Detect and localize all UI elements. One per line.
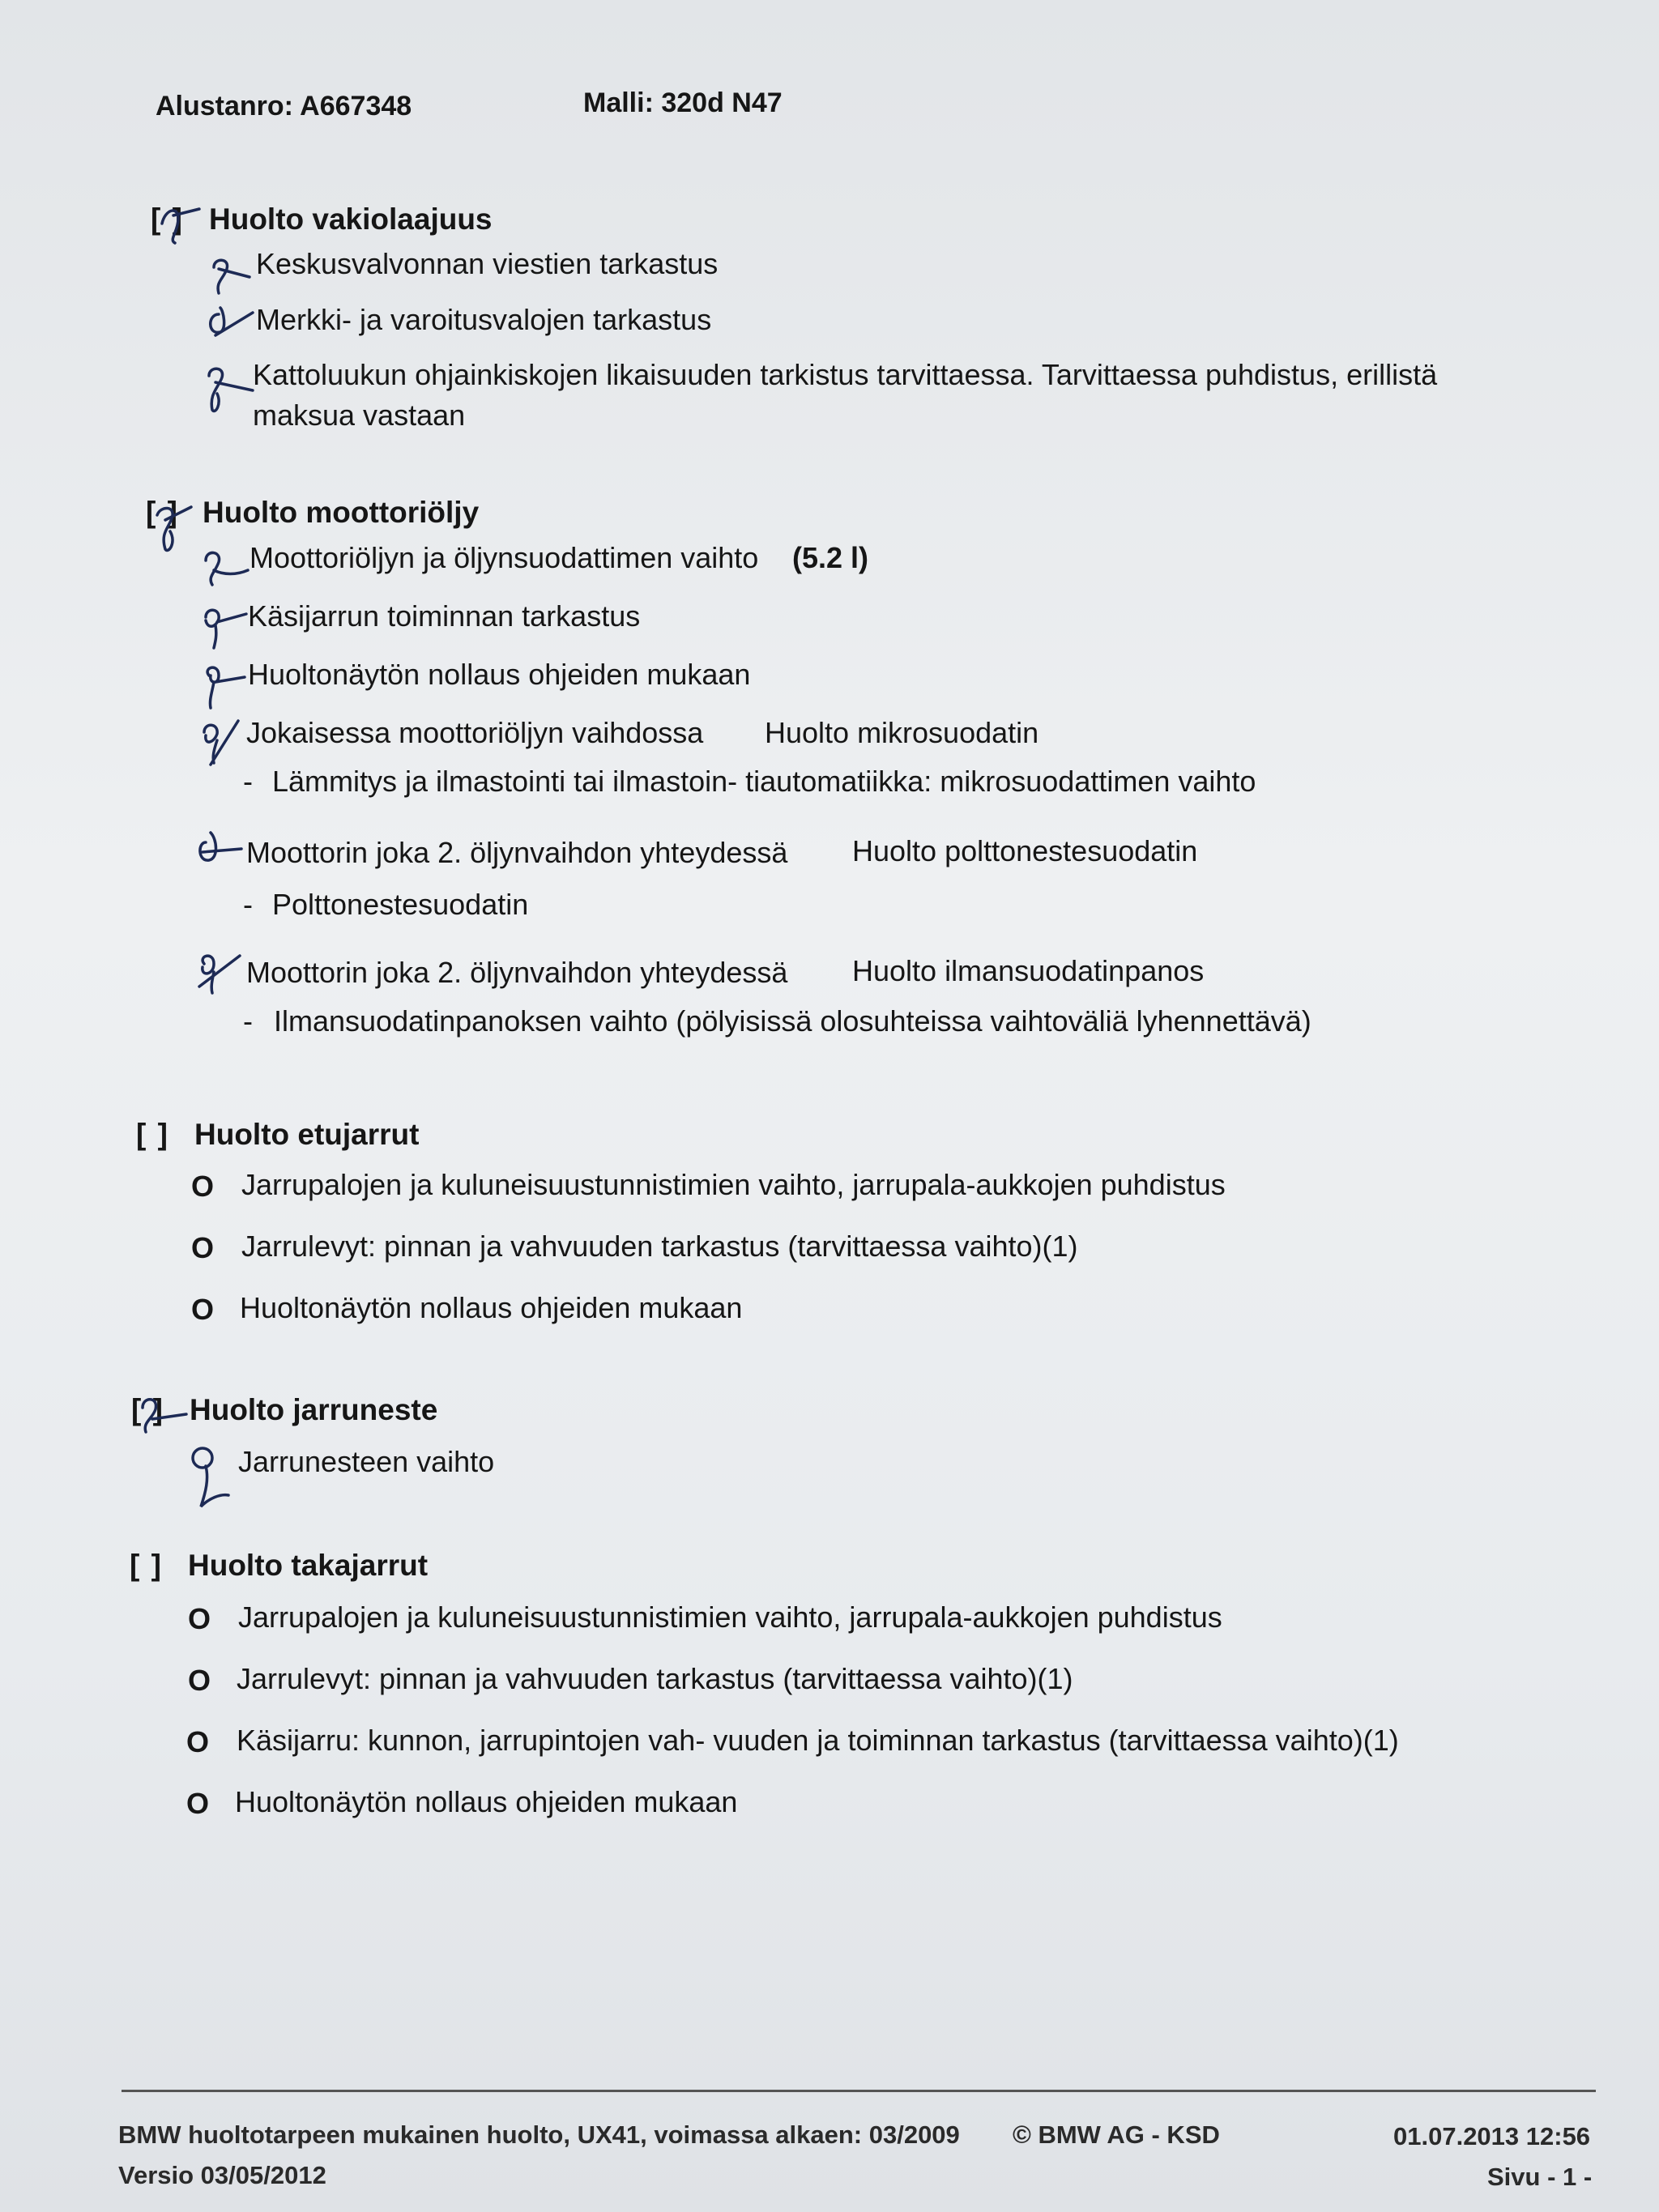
list-item: Merkki- ja varoitusvalojen tarkastus: [256, 303, 712, 336]
list-item: Huoltonäytön nollaus ohjeiden mukaan: [235, 1785, 738, 1818]
section-title: Huolto jarruneste: [190, 1393, 438, 1426]
footer-divider: [122, 2090, 1596, 2092]
handwritten-check-icon: [198, 601, 249, 650]
oil-quantity: (5.2 l): [792, 541, 869, 574]
section-title: Huolto moottoriöljy: [203, 496, 480, 529]
empty-circle-bullet: O: [188, 1602, 211, 1635]
list-item: Jarrulevyt: pinnan ja vahvuuden tarkastus (tarvittaessa vaihto)(1): [241, 1230, 1078, 1263]
list-item: Jarrulevyt: pinnan ja vahvuuden tarkastus (tarvittaessa vaihto)(1): [237, 1662, 1073, 1695]
list-item: Moottorin joka 2. öljynvaihdon yhteydessä: [246, 836, 788, 869]
list-item: Jarrupalojen ja kuluneisuustunnistimien vaihto, jarrupala-aukkojen puhdistus: [241, 1168, 1226, 1201]
empty-circle-bullet: O: [186, 1787, 210, 1820]
handwritten-check-icon: [154, 191, 203, 248]
sub-item: Lämmitys ja ilmastointi tai ilmastoin- tiautomatiikka: mikrosuodattimen vaihto: [272, 765, 1256, 798]
empty-circle-bullet: O: [191, 1293, 215, 1326]
dash-bullet: -: [243, 765, 253, 798]
section-checkbox: [ ]: [136, 1118, 169, 1151]
handwritten-check-icon: [188, 1442, 237, 1511]
sub-item: Polttonestesuodatin: [272, 888, 529, 921]
handwritten-check-icon: [194, 948, 246, 996]
list-item: Keskusvalvonnan viestien tarkastus: [256, 247, 719, 280]
empty-circle-bullet: O: [191, 1170, 215, 1203]
list-item-continuation: maksua vastaan: [253, 399, 466, 432]
empty-circle-bullet: O: [191, 1231, 215, 1264]
footer-version: Versio 03/05/2012: [118, 2161, 326, 2189]
handwritten-check-icon: [198, 716, 249, 768]
model: Malli: 320d N47: [583, 87, 783, 118]
list-item: Käsijarru: kunnon, jarrupintojen vah- vuuden ja toiminnan tarkastus (tarvittaessa vaihto)(1): [237, 1724, 1399, 1757]
service-label: Huolto ilmansuodatinpanos: [852, 954, 1205, 987]
section-title: Huolto takajarrut: [188, 1549, 429, 1582]
handwritten-check-icon: [199, 543, 251, 588]
sub-item: Ilmansuodatinpanoksen vaihto (pölyisissä olosuhteissa vaihtoväliä lyhennettävä): [274, 1004, 1311, 1038]
empty-circle-bullet: O: [188, 1664, 211, 1697]
list-item: Moottoriöljyn ja öljynsuodattimen vaihto: [249, 541, 759, 574]
handwritten-check-icon: [198, 659, 249, 711]
dash-bullet: -: [243, 1004, 253, 1038]
section-checkbox: [ ]: [130, 1549, 163, 1582]
service-label: Huolto polttonestesuodatin: [852, 834, 1198, 867]
list-item: Jokaisessa moottoriöljyn vaihdossa: [246, 716, 704, 749]
handwritten-check-icon: [134, 1390, 191, 1435]
service-label: Huolto mikrosuodatin: [765, 716, 1039, 749]
footer-page-number: Sivu - 1 -: [1487, 2163, 1593, 2191]
section-checkbox: [ ]: [151, 202, 184, 236]
section-title: Huolto etujarrut: [194, 1118, 420, 1151]
section-checkbox: [ ]: [131, 1393, 164, 1426]
list-item: Jarrupalojen ja kuluneisuustunnistimien vaihto, jarrupala-aukkojen puhdistus: [238, 1600, 1222, 1634]
section-title: Huolto vakiolaajuus: [209, 202, 493, 236]
handwritten-check-icon: [207, 249, 256, 298]
footer-copyright: © BMW AG - KSD: [1013, 2120, 1220, 2149]
list-item: Huoltonäytön nollaus ohjeiden mukaan: [248, 658, 751, 691]
handwritten-check-icon: [203, 303, 259, 343]
list-item: Käsijarrun toiminnan tarkastus: [248, 599, 641, 633]
section-checkbox: [ ]: [146, 496, 179, 529]
handwritten-check-icon: [194, 829, 246, 875]
dash-bullet: -: [243, 888, 253, 921]
footer-document-title: BMW huoltotarpeen mukainen huolto, UX41, voimassa alkaen: 03/2009: [118, 2120, 960, 2149]
handwritten-check-icon: [204, 361, 256, 418]
handwritten-check-icon: [149, 491, 198, 556]
chassis-number: Alustanro: A667348: [156, 91, 412, 121]
list-item: Huoltonäytön nollaus ohjeiden mukaan: [240, 1291, 743, 1324]
list-item: Kattoluukun ohjainkiskojen likaisuuden tarkistus tarvittaessa. Tarvittaessa puhdistus, erillistä: [253, 358, 1438, 391]
list-item: Moottorin joka 2. öljynvaihdon yhteydessä: [246, 956, 788, 989]
empty-circle-bullet: O: [186, 1725, 210, 1758]
list-item: Jarrunesteen vaihto: [238, 1445, 495, 1478]
footer-datetime: 01.07.2013 12:56: [1393, 2122, 1591, 2150]
